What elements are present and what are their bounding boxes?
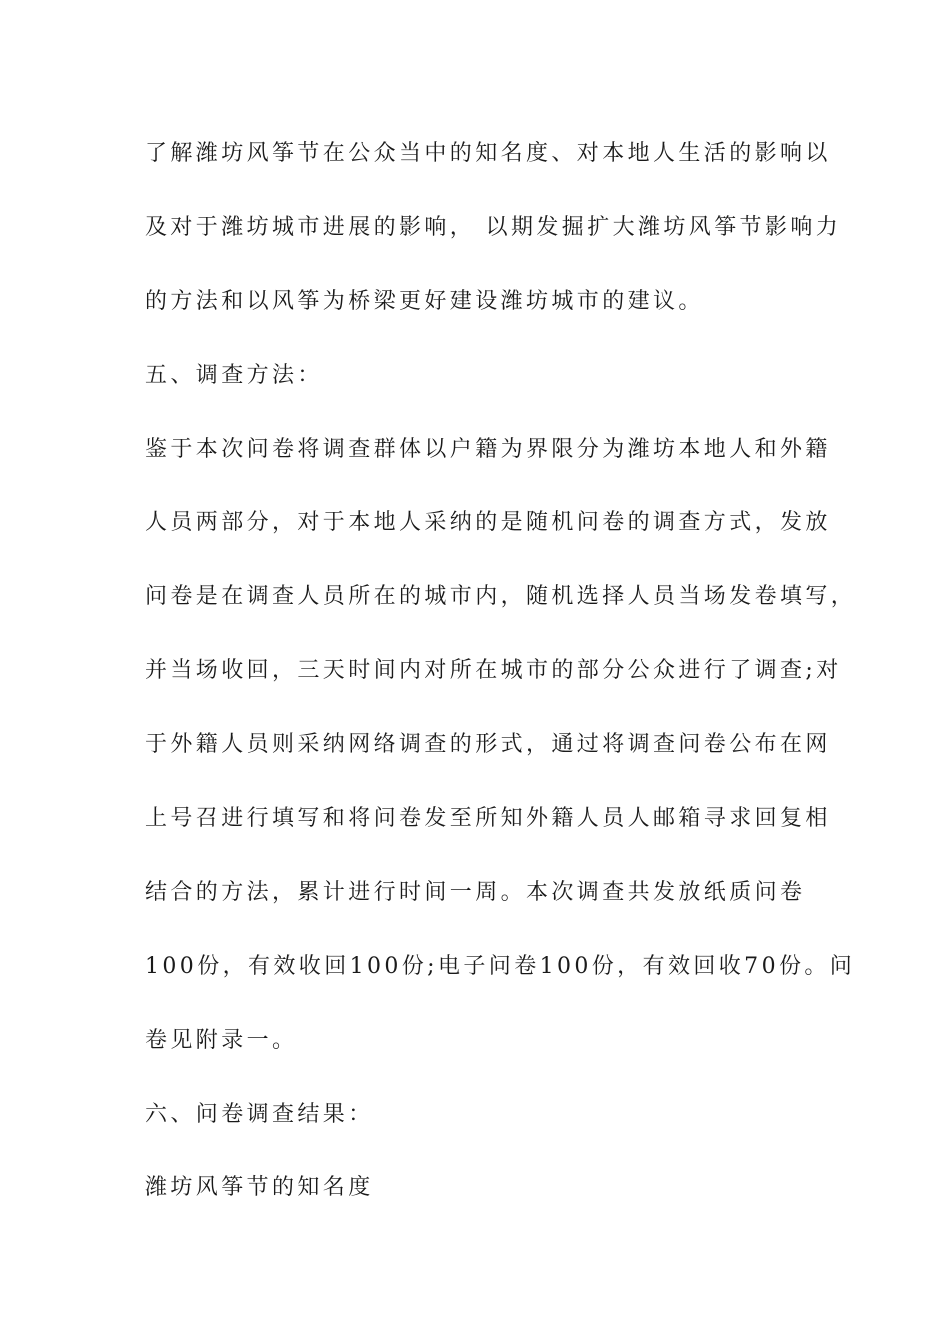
paragraph-line-7: 问卷是在调查人员所在的城市内，随机选择人员当场发卷填写， — [145, 584, 857, 610]
paragraph-line-12: 100份，有效收回100份;电子问卷100份，有效回收70份。问 — [145, 953, 856, 979]
paragraph-line-10: 上号召进行填写和将问卷发至所知外籍人员人邮箱寻求回复相 — [145, 806, 831, 832]
paragraph-line-5: 鉴于本次问卷将调查群体以户籍为界限分为潍坊本地人和外籍 — [145, 436, 831, 462]
document-body — [145, 134, 857, 1242]
section-heading-survey-method: 五、调查方法： — [145, 362, 323, 388]
paragraph-line-6: 人员两部分，对于本地人采纳的是随机问卷的调查方式，发放 — [145, 510, 831, 536]
paragraph-line-8: 并当场收回，三天时间内对所在城市的部分公众进行了调查;对 — [145, 658, 842, 684]
section-heading-survey-results: 六、问卷调查结果： — [145, 1101, 374, 1127]
paragraph-line-13: 卷见附录一。 — [145, 1027, 298, 1053]
paragraph-line-9: 于外籍人员则采纳网络调查的形式，通过将调查问卷公布在网 — [145, 732, 831, 758]
paragraph-line-11: 结合的方法，累计进行时间一周。本次调查共发放纸质问卷 — [145, 879, 806, 905]
subheading-kite-festival-awareness: 潍坊风筝节的知名度 — [145, 1175, 374, 1201]
paragraph-line-3: 的方法和以风筝为桥梁更好建设潍坊城市的建议。 — [145, 288, 704, 314]
paragraph-line-1: 了解潍坊风筝节在公众当中的知名度、对本地人生活的影响以 — [145, 141, 831, 166]
paragraph-line-2: 及对于潍坊城市进展的影响， 以期发掘扩大潍坊风筝节影响力 — [145, 214, 842, 240]
